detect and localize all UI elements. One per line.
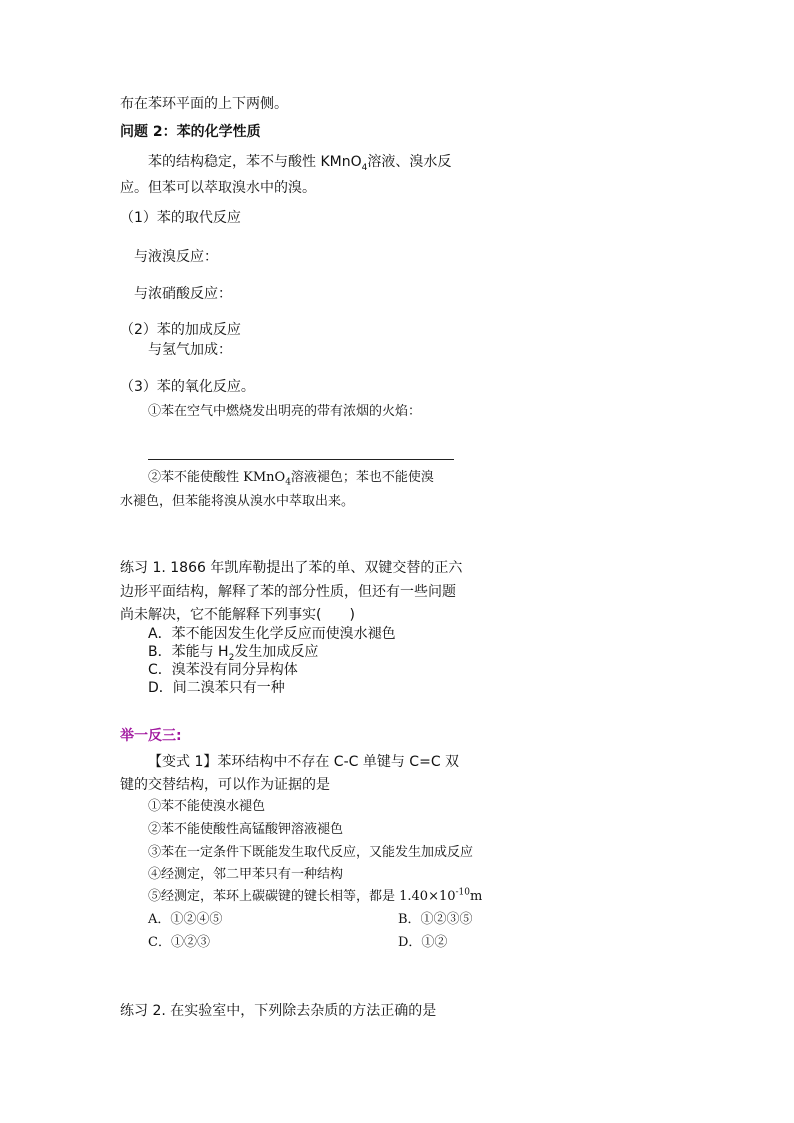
list-item: ①苯不能使溴水褪色: [148, 799, 266, 814]
text-line: ②苯不能使酸性 KMnO$_4$溶液褪色；苯也不能使溴: [148, 470, 434, 488]
subheading: （3）苯的氧化反应。: [120, 379, 255, 395]
subheading: （2）苯的加成反应: [120, 322, 241, 338]
list-item: ⑤经测定，苯环上碳碳键的键长相等，都是 $1.40\times 10^{-10}m$: [148, 887, 483, 904]
text-line: 尚未解决，它不能解释下列事实( ): [120, 607, 355, 623]
option-c: C．溴苯没有同分异构体: [148, 662, 298, 678]
list-item: ③苯在一定条件下既能发生取代反应，又能发生加成反应: [148, 845, 474, 860]
text-line: 边形平面结构，解释了苯的部分性质，但还有一些问题: [120, 584, 456, 600]
text-line: 布在苯环平面的上下两侧。: [120, 96, 288, 112]
list-item: ②苯不能使酸性高锰酸钾溶液褪色: [148, 822, 344, 837]
answer-blank-line: [148, 459, 454, 460]
option-b: B．①②③⑤: [398, 912, 473, 927]
section-heading: 举一反三:: [120, 728, 182, 744]
subheading: （1）苯的取代反应: [120, 210, 241, 226]
option-a: A．①②④⑤: [148, 912, 223, 927]
exercise-title: 练习 1. 1866 年凯库勒提出了苯的单、双键交替的正六: [120, 560, 463, 576]
text-line: ①苯在空气中燃烧发出明亮的带有浓烟的火焰：: [148, 404, 422, 419]
variant-title: 【变式 1】苯环结构中不存在 C-C 单键与 C=C 双: [148, 754, 460, 770]
option-b: B．苯能与 $H_2$发生加成反应: [148, 644, 319, 663]
text-line: 苯的结构稳定，苯不与酸性 KMnO$_4$溶液、溴水反: [148, 154, 452, 173]
text-line: 与浓硝酸反应：: [134, 286, 232, 302]
section-heading: 问题 2：苯的化学性质: [120, 124, 261, 140]
text-line: 应。但苯可以萃取溴水中的溴。: [120, 180, 316, 196]
text-line: 水褪色，但苯能将溴从溴水中萃取出来。: [120, 494, 355, 509]
exercise-title: 练习 2. 在实验室中，下列除去杂质的方法正确的是: [120, 1003, 437, 1019]
text-line: 键的交替结构，可以作为证据的是: [120, 777, 330, 793]
option-a: A．苯不能因发生化学反应而使溴水褪色: [148, 626, 396, 642]
option-d: D．间二溴苯只有一种: [148, 680, 285, 696]
option-d: D．①②: [398, 935, 448, 950]
text-line: 与液溴反应：: [134, 249, 218, 265]
list-item: ④经测定，邻二甲苯只有一种结构: [148, 867, 344, 882]
text-line: 与氢气加成：: [148, 342, 232, 358]
option-c: C．①②③: [148, 935, 210, 950]
